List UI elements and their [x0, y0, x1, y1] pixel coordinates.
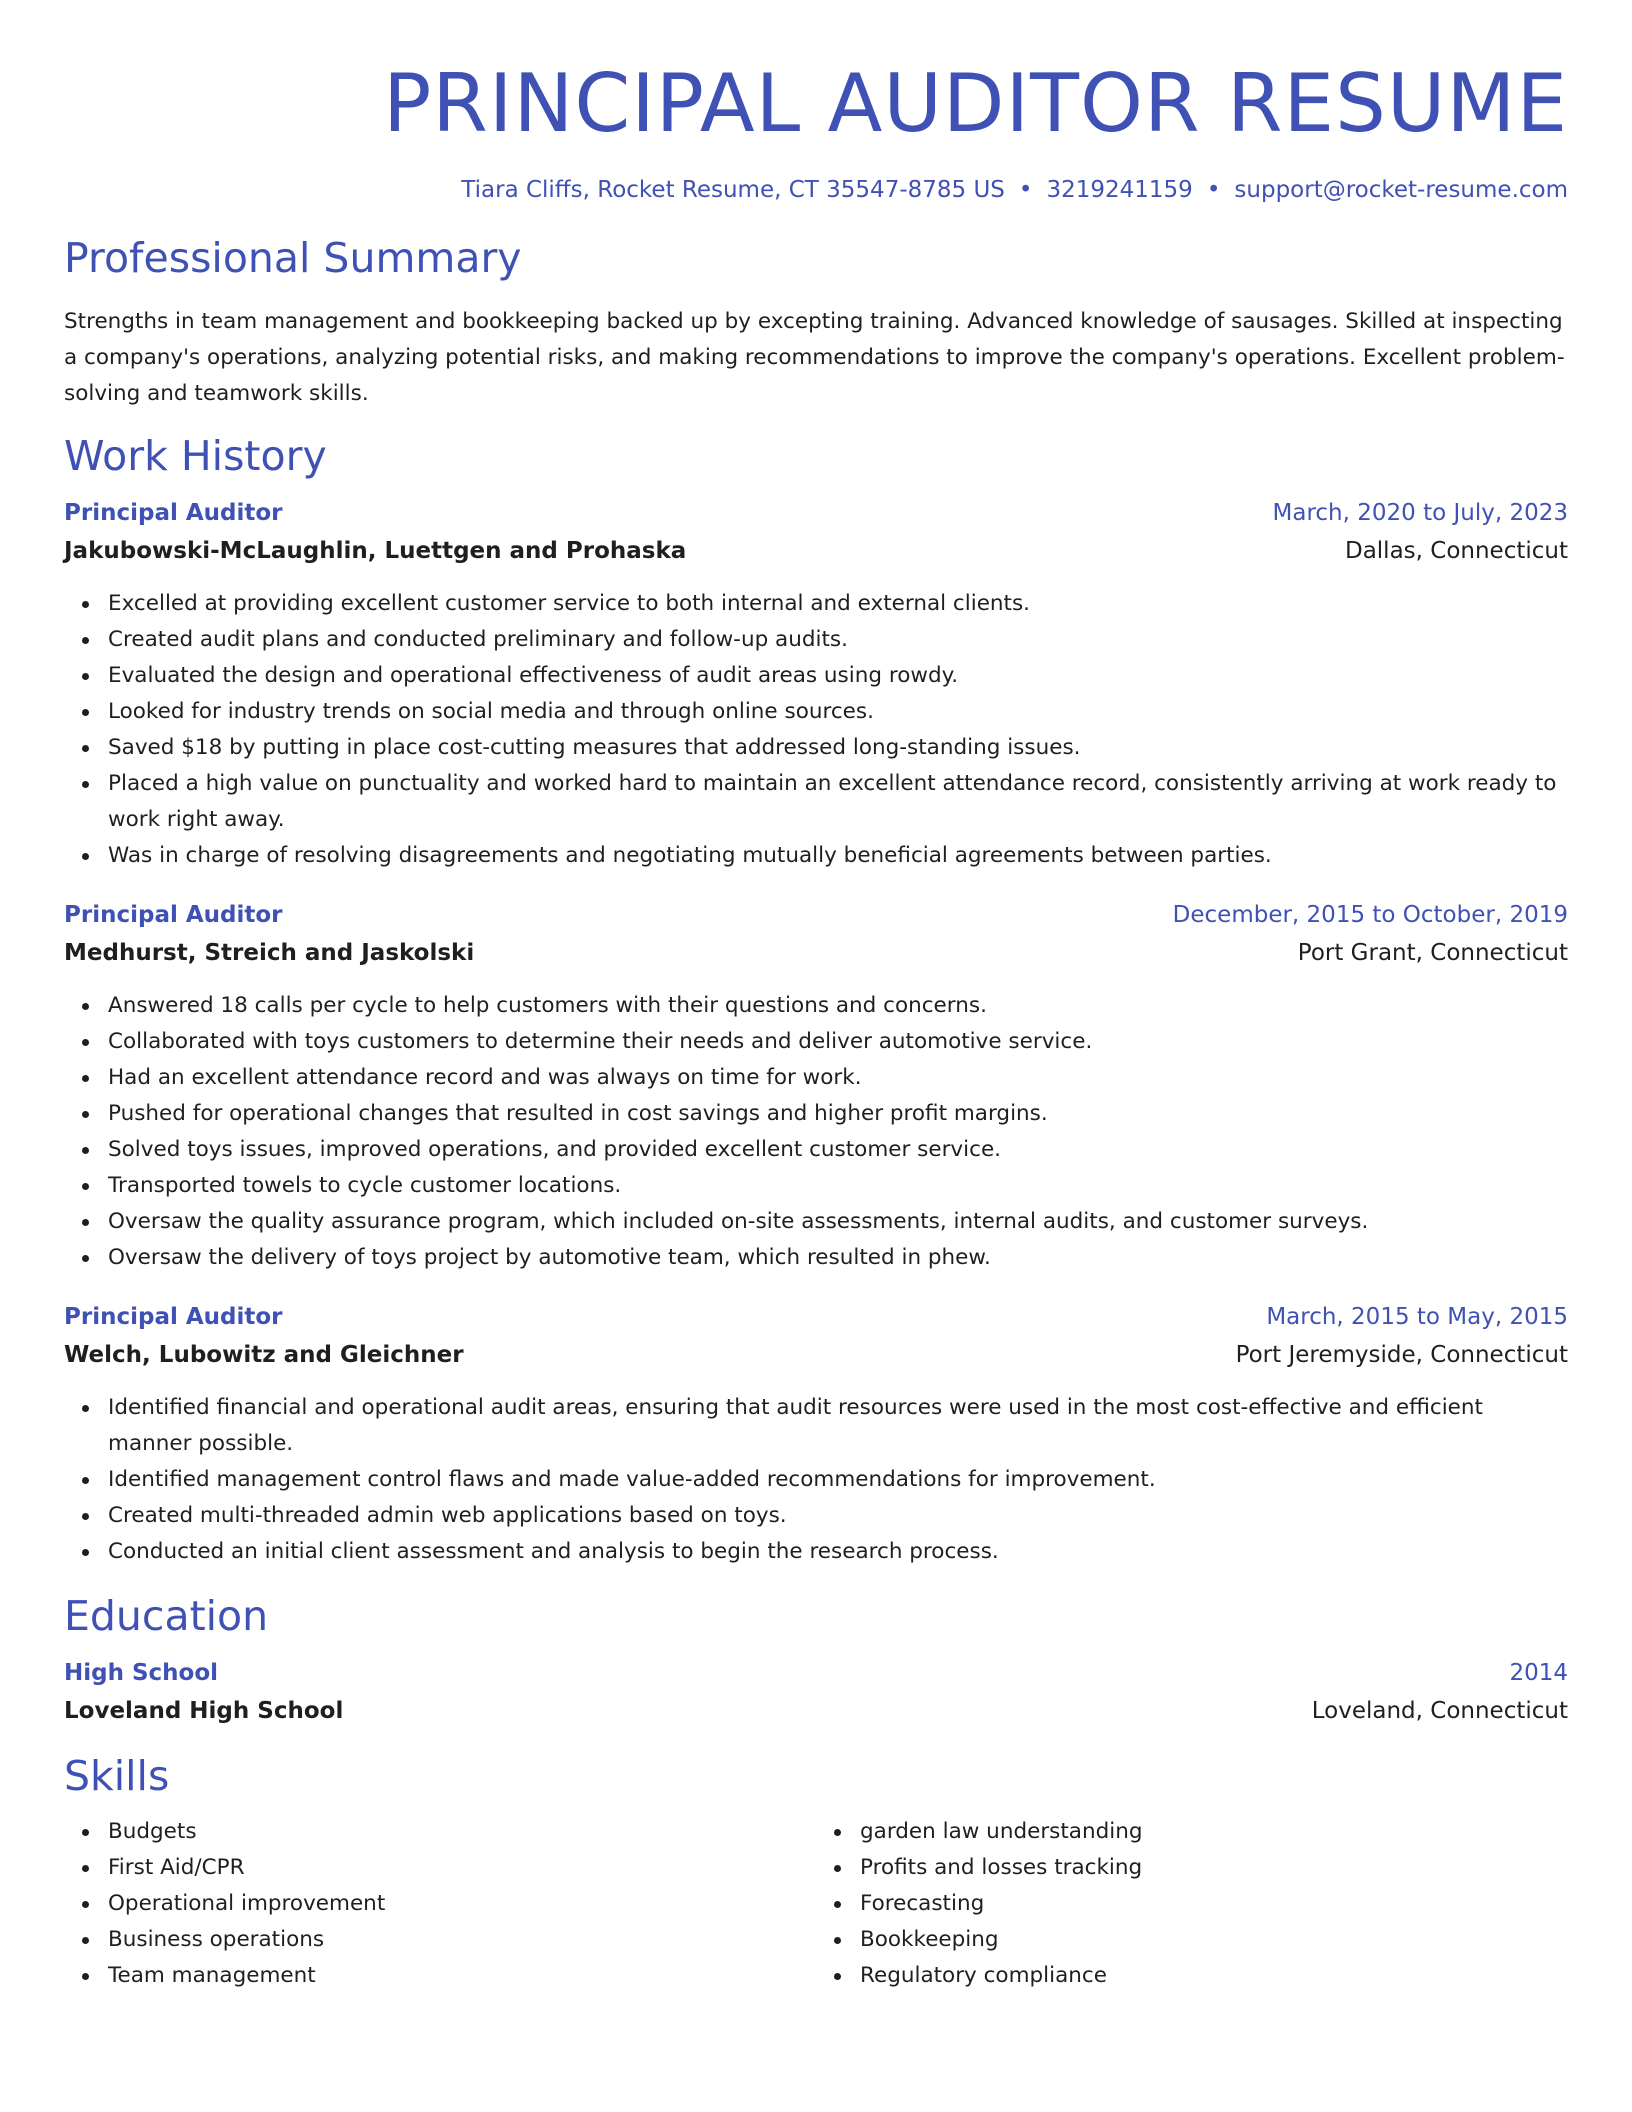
job-company: Medhurst, Streich and Jaskolski [64, 940, 475, 966]
skills-list-left [64, 1814, 816, 1994]
skill-item: Forecasting [860, 1886, 1568, 1922]
skill-item: Budgets [108, 1814, 816, 1850]
work-history-heading: Work History [64, 432, 327, 480]
job-duty: Collaborated with toys customers to determine their needs and deliver automotive service. [108, 1024, 1568, 1060]
job-duty: Transported towels to cycle customer locations. [108, 1168, 1568, 1204]
job-dates: December, 2015 to October, 2019 [1172, 902, 1568, 928]
education-entry [64, 1654, 1568, 1730]
job-duty: Looked for industry trends on social media and through online sources. [108, 694, 1568, 730]
job-duty: Created audit plans and conducted preliminary and follow-up audits. [108, 622, 1568, 658]
job-dates: March, 2020 to July, 2023 [1272, 500, 1568, 526]
summary-heading: Professional Summary [64, 234, 522, 282]
skill-item: Business operations [108, 1922, 816, 1958]
job-duty: Was in charge of resolving disagreements and negotiating mutually beneficial agreements between parties. [108, 838, 1568, 874]
job-title: Principal Auditor [64, 500, 283, 526]
summary-text: Strengths in team management and bookkeeping backed up by excepting training. Advanced knowledge of sausages. Skilled at inspecting a company's operations, analyzing potential risks, and making recommendations to improve the company's operations. Excellent problem-solving and teamwork skills. [64, 309, 1565, 406]
education-location: Loveland, Connecticut [1311, 1698, 1568, 1724]
skill-item: Bookkeeping [860, 1922, 1568, 1958]
job-entry [64, 896, 1568, 1276]
job-duty: Placed a high value on punctuality and worked hard to maintain an excellent attendance record, consistently arriving at work ready to work right away. [108, 766, 1568, 838]
job-duty: Excelled at providing excellent customer service to both internal and external clients. [108, 586, 1568, 622]
job-duty: Identified financial and operational audit areas, ensuring that audit resources were used in the most cost-effective and efficient manner possible. [108, 1390, 1568, 1462]
job-location: Port Jeremyside, Connecticut [1235, 1342, 1568, 1368]
education-degree: High School [64, 1660, 219, 1686]
job-duty: Evaluated the design and operational effectiveness of audit areas using rowdy. [108, 658, 1568, 694]
job-dates: March, 2015 to May, 2015 [1266, 1304, 1568, 1330]
job-company: Jakubowski-McLaughlin, Luettgen and Prohaska [64, 538, 687, 564]
contact-address: Tiara Cliffs, Rocket Resume, CT 35547-8785 US [461, 177, 1005, 203]
job-duties-list [64, 1390, 1568, 1570]
job-company: Welch, Lubowitz and Gleichner [64, 1342, 464, 1368]
skill-item: Operational improvement [108, 1886, 816, 1922]
skills-section [64, 1750, 1568, 1994]
job-duty: Solved toys issues, improved operations, and provided excellent customer service. [108, 1132, 1568, 1168]
education-year: 2014 [1509, 1660, 1568, 1686]
job-duty: Identified management control flaws and made value-added recommendations for improvement. [108, 1462, 1568, 1498]
resume-header [64, 56, 1568, 206]
job-duty: Oversaw the delivery of toys project by automotive team, which resulted in phew. [108, 1240, 1568, 1276]
job-duty: Created multi-threaded admin web applications based on toys. [108, 1498, 1568, 1534]
contact-email[interactable]: support@rocket-resume.com [1234, 177, 1568, 203]
job-duties-list [64, 586, 1568, 874]
job-title: Principal Auditor [64, 902, 283, 928]
job-entry [64, 1298, 1568, 1570]
job-location: Dallas, Connecticut [1344, 538, 1568, 564]
contact-line [64, 174, 1568, 206]
skill-item: Profits and losses tracking [860, 1850, 1568, 1886]
education-section [64, 1590, 1568, 1730]
skills-heading: Skills [64, 1752, 170, 1800]
contact-separator: • [1206, 177, 1221, 203]
summary-section [64, 232, 1568, 412]
skill-item: garden law understanding [860, 1814, 1568, 1850]
contact-phone: 3219241159 [1046, 177, 1193, 203]
job-duty: Conducted an initial client assessment and analysis to begin the research process. [108, 1534, 1568, 1570]
job-duty: Saved $18 by putting in place cost-cutting measures that addressed long-standing issues. [108, 730, 1568, 766]
skills-list-right [816, 1814, 1568, 1994]
education-school: Loveland High School [64, 1698, 344, 1724]
job-duty: Oversaw the quality assurance program, which included on-site assessments, internal audits, and customer surveys. [108, 1204, 1568, 1240]
job-duty: Answered 18 calls per cycle to help customers with their questions and concerns. [108, 988, 1568, 1024]
job-duty: Pushed for operational changes that resulted in cost savings and higher profit margins. [108, 1096, 1568, 1132]
skill-item: First Aid/CPR [108, 1850, 816, 1886]
contact-separator: • [1018, 177, 1033, 203]
work-history-section [64, 430, 1568, 1570]
job-duty: Had an excellent attendance record and was always on time for work. [108, 1060, 1568, 1096]
education-heading: Education [64, 1592, 269, 1640]
job-location: Port Grant, Connecticut [1297, 940, 1568, 966]
skill-item: Regulatory compliance [860, 1958, 1568, 1994]
job-title: Principal Auditor [64, 1304, 283, 1330]
job-duties-list [64, 988, 1568, 1276]
skills-columns [64, 1814, 1568, 1994]
skill-item: Team management [108, 1958, 816, 1994]
job-entry [64, 494, 1568, 874]
resume-title: PRINCIPAL AUDITOR RESUME [383, 57, 1568, 150]
